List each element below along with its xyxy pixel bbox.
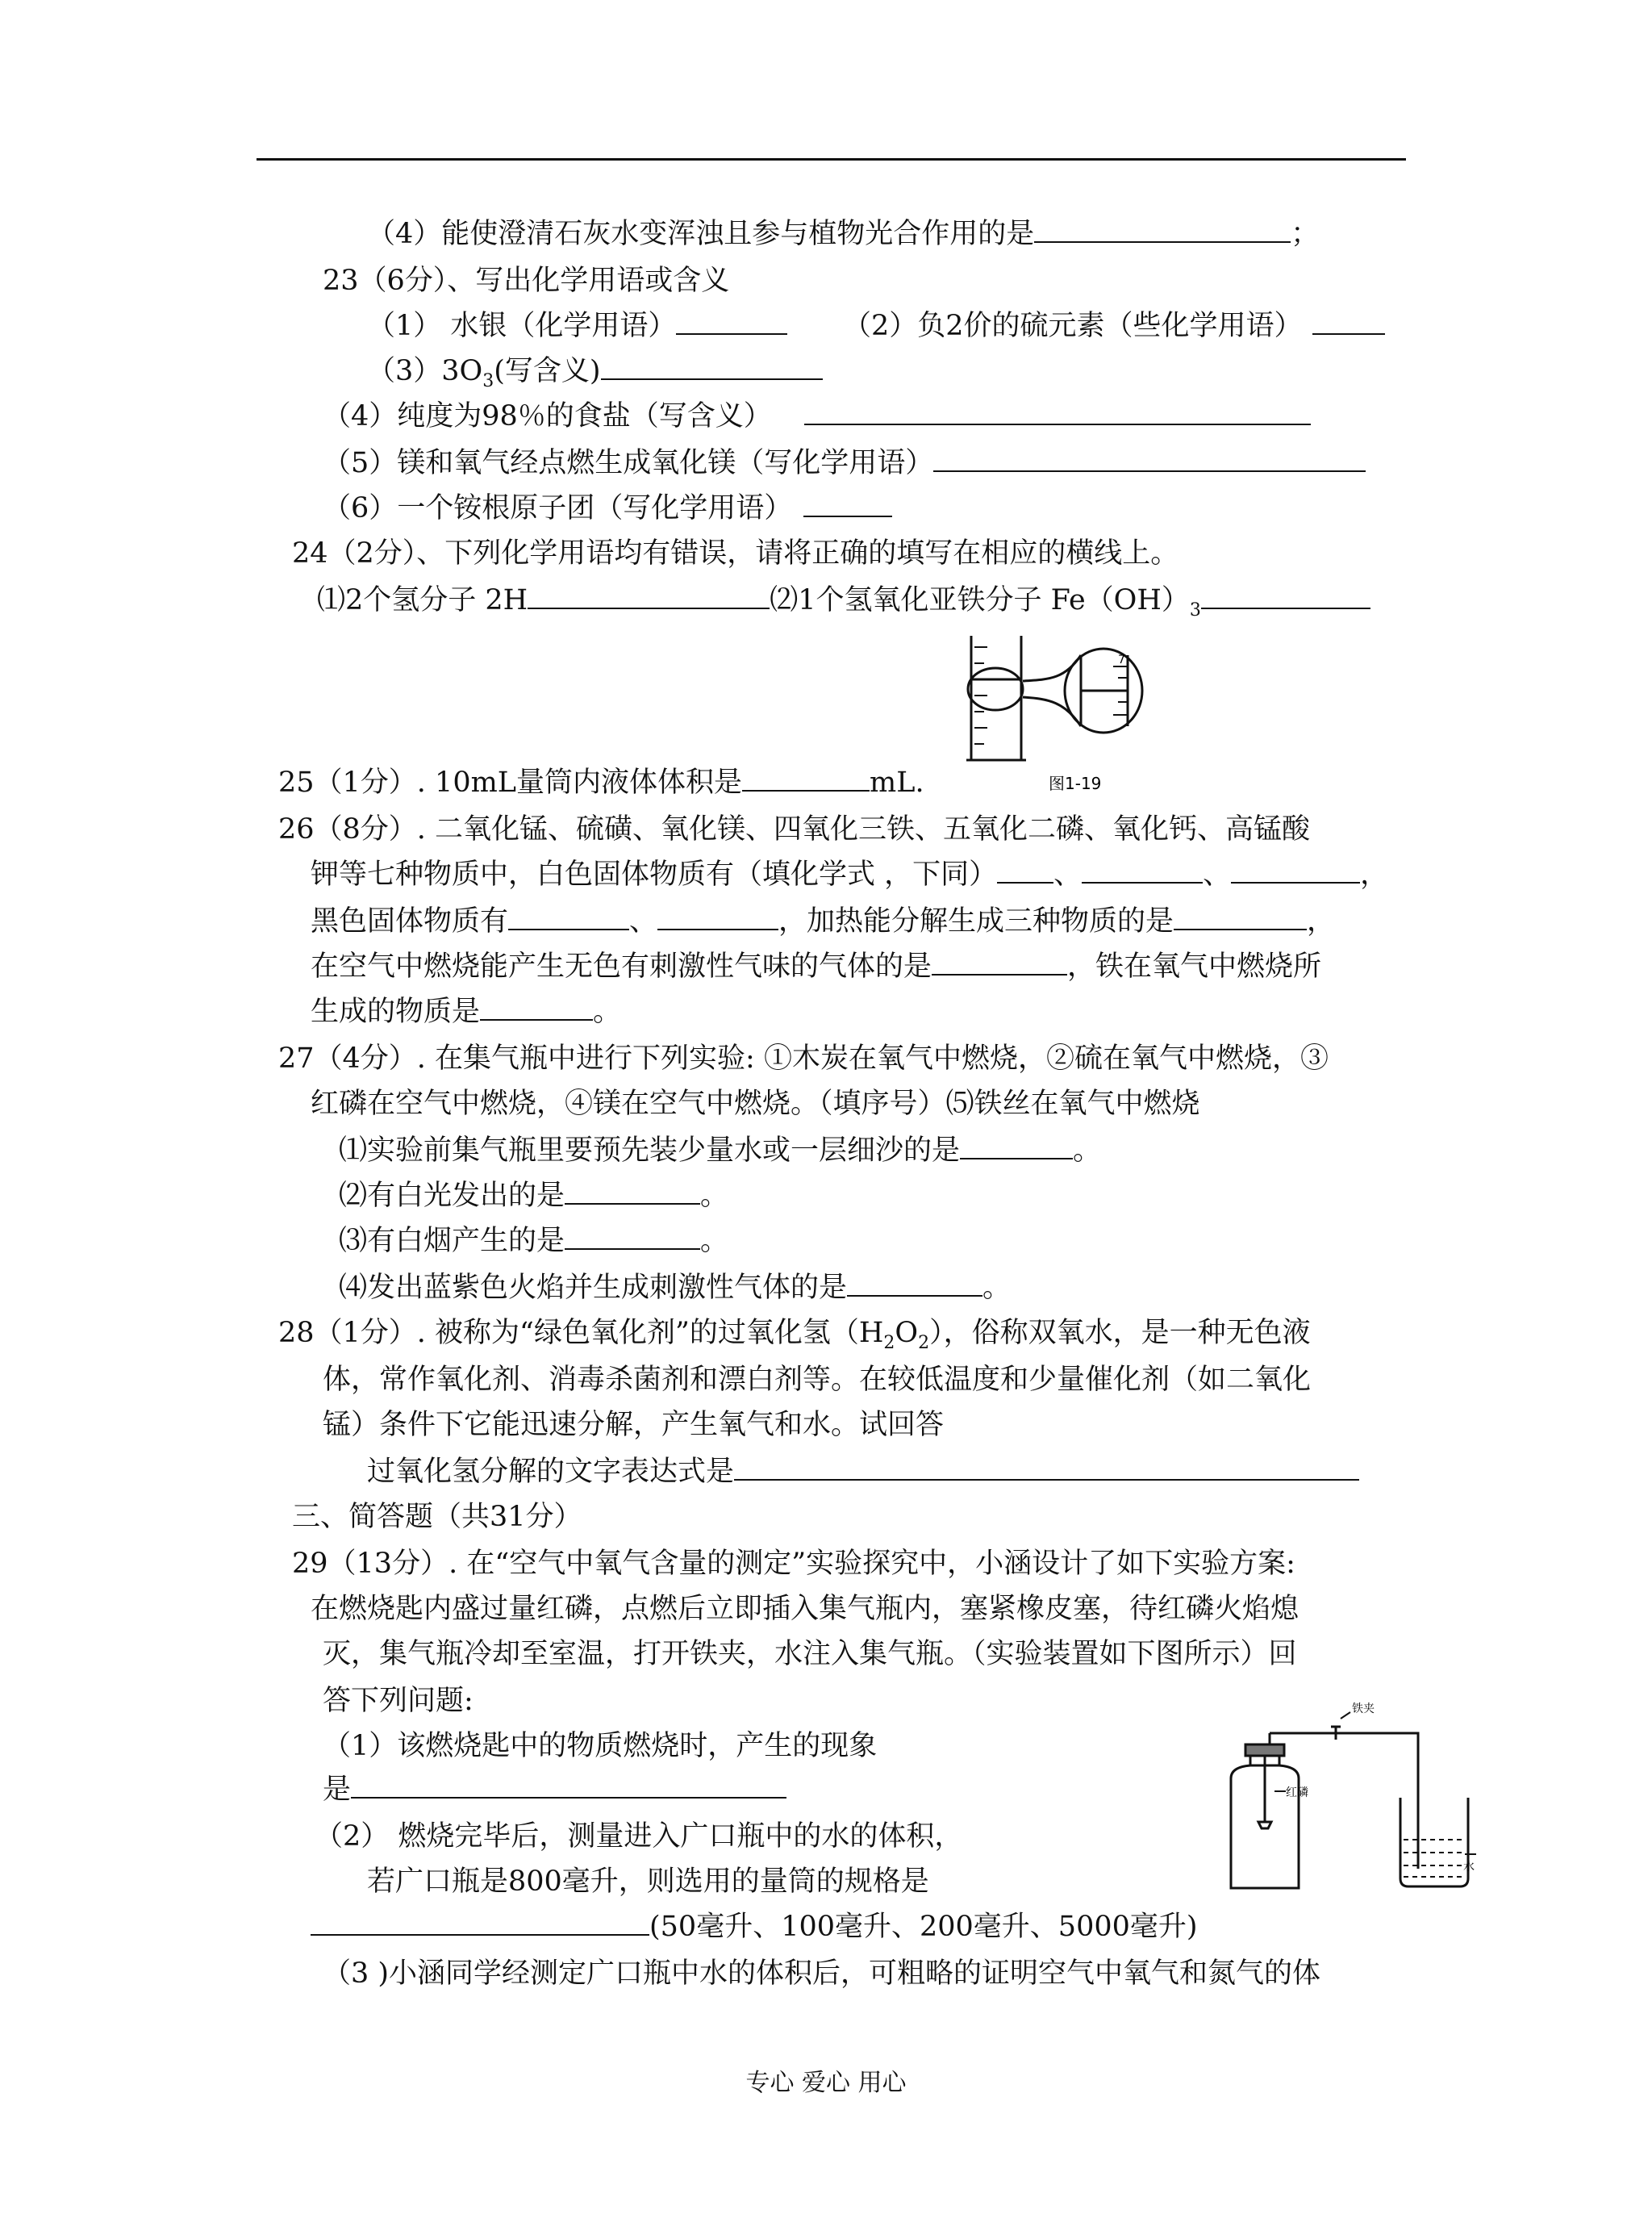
q29-item1-answer: 是 bbox=[323, 1772, 786, 1807]
q27-item2: ⑵有白光发出的是 。 bbox=[339, 1180, 729, 1212]
answer-blank[interactable] bbox=[847, 1271, 982, 1297]
answer-blank[interactable] bbox=[351, 1773, 786, 1799]
q26-line1: 26（8分）. 二氧化锰、硫磺、氧化镁、四氧化三铁、五氧化二磷、氧化钙、高锰酸 bbox=[278, 813, 1311, 846]
q29-item2: （2） 燃烧完毕后，测量进入广口瓶中的水的体积， bbox=[315, 1820, 963, 1853]
answer-blank[interactable] bbox=[1312, 309, 1385, 335]
apparatus-figure bbox=[1218, 1701, 1476, 1895]
q28-line4: 过氧化氢分解的文字表达式是 bbox=[367, 1454, 1359, 1489]
q26-line5: 生成的物质是 。 bbox=[311, 996, 622, 1028]
q27-item3: ⑶有白烟产生的是 。 bbox=[339, 1225, 729, 1257]
q29-item1: （1）该燃烧匙中的物质燃烧时，产生的现象 bbox=[323, 1730, 878, 1762]
q28-line2: 体，常作氧化剂、消毒杀菌剂和漂白剂等。在较低温度和少量催化剂（如二氧化 bbox=[323, 1364, 1312, 1396]
answer-blank[interactable] bbox=[1201, 583, 1370, 609]
answer-blank[interactable] bbox=[657, 905, 778, 930]
water-label: 水 bbox=[1463, 1861, 1475, 1874]
q29-line4: 答下列问题: bbox=[323, 1685, 473, 1717]
answer-blank[interactable] bbox=[1034, 217, 1291, 243]
q26-line2: 钾等七种物质中，白色固体物质有（填化学式 ，下同） 、 、 ， bbox=[311, 859, 1389, 891]
answer-blank[interactable] bbox=[742, 766, 870, 792]
section-title: 三、简答题（共31分） bbox=[292, 1501, 582, 1533]
q23-item2: （2）负2价的硫元素（些化学用语） bbox=[843, 308, 1385, 344]
answer-blank[interactable] bbox=[933, 446, 1366, 472]
answer-blank[interactable] bbox=[1082, 858, 1203, 884]
q23-item4: （4）纯度为98％的食盐（写含义） bbox=[323, 399, 1311, 434]
q23-item3: $(3)3O_3$(写含义) bbox=[367, 353, 823, 399]
answer-blank[interactable] bbox=[1231, 858, 1360, 884]
q22-item4: （4）能使澄清石灰水变浑浊且参与植物光合作用的是 ； bbox=[367, 218, 1320, 250]
answer-blank[interactable] bbox=[932, 950, 1067, 976]
answer-blank[interactable] bbox=[565, 1179, 700, 1205]
answer-blank[interactable] bbox=[997, 858, 1053, 884]
answer-blank[interactable] bbox=[508, 905, 629, 930]
q23-item1: （1） 水银（化学用语） bbox=[367, 308, 787, 344]
q26-line3: 黑色固体物质有 、 ，加热能分解生成三种物质的是 ， bbox=[311, 905, 1336, 938]
q23-item5: （5）镁和氧气经点燃生成氧化镁（写化学用语） bbox=[323, 445, 1366, 481]
q23-title: 23（6分）、写出化学用语或含义 bbox=[323, 265, 730, 297]
q25: 25（1分）. 10mL量筒内液体体积是 mL. bbox=[278, 767, 924, 799]
q26-line4: 在空气中燃烧能产生无色有刺激性气味的气体的是 ，铁在氧气中燃烧所 bbox=[311, 950, 1322, 983]
answer-blank[interactable] bbox=[601, 354, 823, 380]
answer-blank[interactable] bbox=[804, 399, 1311, 425]
q23-item6: （6）一个铵根原子团（写化学用语） bbox=[323, 491, 892, 526]
q28-line1: 28（1分）. 被称为“绿色氧化剂”的过氧化氢$(H_2O_2)$，俗称双氧水，是一种无色液 bbox=[278, 1317, 1311, 1353]
phosphorus-label: 红磷 bbox=[1286, 1786, 1308, 1799]
q27-line1: 27（4分）. 在集气瓶中进行下列实验: ①木炭在氧气中燃烧，②硫在氧气中燃烧，③ bbox=[278, 1042, 1329, 1075]
q24-items: ⑴2个氢分子 2H ⑵1个氢氧化亚铁分子 $Fe(OH)_3$ bbox=[317, 583, 1370, 629]
answer-blank[interactable] bbox=[960, 1134, 1073, 1159]
q29-item2-line2: 若广口瓶是800毫升，则选用的量筒的规格是 bbox=[367, 1865, 929, 1898]
q29-line1: 29（13分）. 在“空气中氧气含量的测定”实验探究中，小涵设计了如下实验方案: bbox=[292, 1548, 1295, 1580]
answer-blank[interactable] bbox=[734, 1455, 1359, 1481]
answer-blank[interactable] bbox=[311, 1910, 649, 1936]
q29-item3: （3 )小涵同学经测定广口瓶中水的体积后，可粗略的证明空气中氧气和氮气的体 bbox=[323, 1957, 1321, 1990]
measuring-cylinder-figure bbox=[960, 631, 1153, 792]
answer-blank[interactable] bbox=[565, 1224, 700, 1250]
answer-blank[interactable] bbox=[528, 583, 770, 609]
q27-item1: ⑴实验前集气瓶里要预先装少量水或一层细沙的是 。 bbox=[339, 1134, 1102, 1167]
page-footer: 专心 爱心 用心 bbox=[745, 2069, 907, 2097]
q29-line2: 在燃烧匙内盛过量红磷，点燃后立即插入集气瓶内，塞紧橡皮塞，待红磷火焰熄 bbox=[311, 1593, 1299, 1625]
q29-item2-line3: (50毫升、100毫升、200毫升、5000毫升) bbox=[311, 1909, 1198, 1945]
q29-line3: 灭，集气瓶冷却至室温，打开铁夹，水注入集气瓶。（实验装置如下图所示）回 bbox=[323, 1638, 1297, 1670]
answer-blank[interactable] bbox=[803, 491, 892, 517]
q27-line2: 红磷在空气中燃烧，④镁在空气中燃烧。（填序号）⑸铁丝在氧气中燃烧 bbox=[311, 1088, 1200, 1120]
q28-line3: 锰）条件下它能迅速分解，产生氧气和水。试回答 bbox=[323, 1409, 945, 1441]
q24-title: 24（2分）、下列化学用语均有错误，请将正确的填写在相应的横线上。 bbox=[292, 537, 1179, 570]
cylinder-tick-label: 7 bbox=[1118, 654, 1125, 666]
answer-blank[interactable] bbox=[676, 309, 787, 335]
clamp-label: 铁夹 bbox=[1352, 1702, 1375, 1715]
q27-item4: ⑷发出蓝紫色火焰并生成刺激性气体的是 。 bbox=[339, 1272, 1012, 1304]
answer-blank[interactable] bbox=[1174, 905, 1307, 930]
header-rule bbox=[257, 158, 1406, 161]
answer-blank[interactable] bbox=[480, 995, 593, 1021]
figure-caption: 图1-19 bbox=[1049, 774, 1102, 792]
